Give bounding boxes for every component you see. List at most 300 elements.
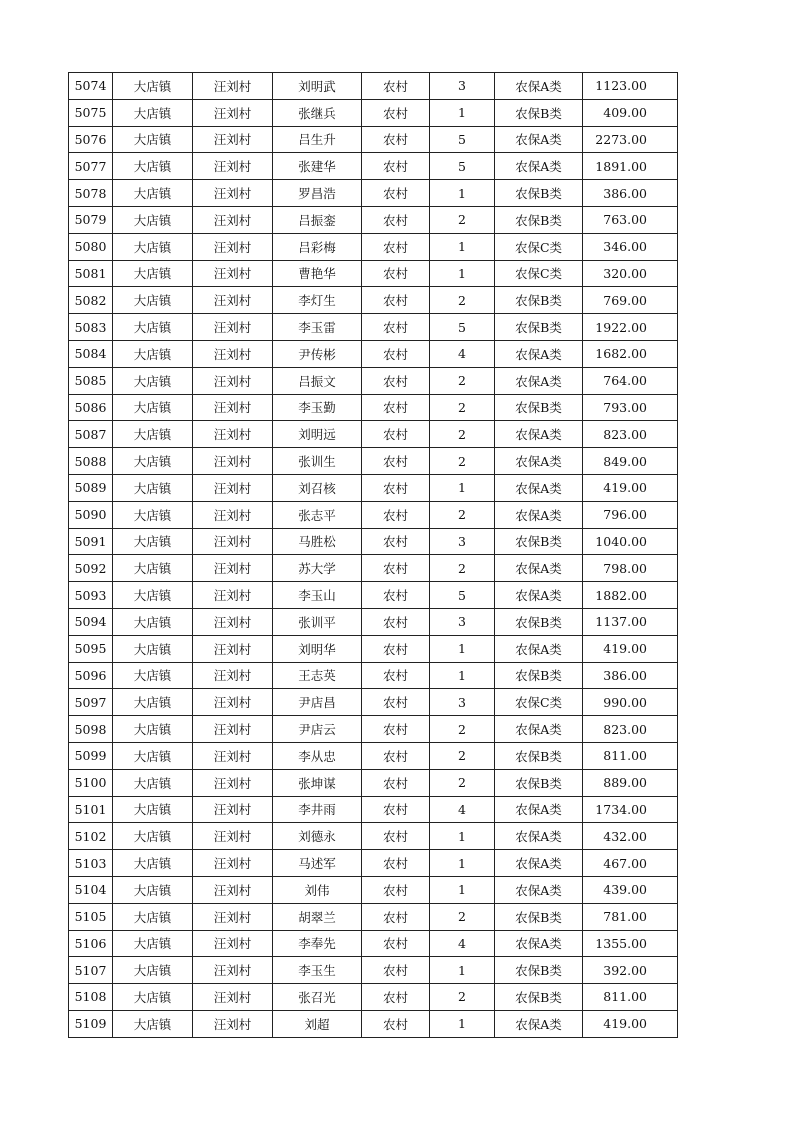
household-size-cell: 5 — [430, 314, 495, 341]
town-cell: 大店镇 — [113, 582, 193, 609]
name-cell: 苏大学 — [273, 555, 362, 582]
category-cell: 农保A类 — [495, 635, 583, 662]
household-size-cell: 2 — [430, 903, 495, 930]
area-type-cell: 农村 — [362, 903, 430, 930]
area-type-cell: 农村 — [362, 233, 430, 260]
table-row — [69, 957, 678, 984]
village-cell: 汪刘村 — [193, 796, 273, 823]
amount-cell: 419.00 — [583, 1010, 678, 1037]
village-cell: 汪刘村 — [193, 73, 273, 100]
category-cell: 农保B类 — [495, 99, 583, 126]
row-id-cell: 5094 — [69, 608, 113, 635]
category-cell: 农保B类 — [495, 608, 583, 635]
household-size-cell: 1 — [430, 850, 495, 877]
row-id-cell: 5084 — [69, 340, 113, 367]
village-cell: 汪刘村 — [193, 769, 273, 796]
town-cell: 大店镇 — [113, 99, 193, 126]
town-cell: 大店镇 — [113, 314, 193, 341]
household-size-cell: 2 — [430, 984, 495, 1011]
row-id-cell: 5090 — [69, 501, 113, 528]
village-cell: 汪刘村 — [193, 742, 273, 769]
amount-cell: 1922.00 — [583, 314, 678, 341]
amount-cell: 798.00 — [583, 555, 678, 582]
area-type-cell: 农村 — [362, 206, 430, 233]
table-body — [69, 73, 678, 1038]
row-id-cell: 5097 — [69, 689, 113, 716]
row-id-cell: 5086 — [69, 394, 113, 421]
household-size-cell: 2 — [430, 742, 495, 769]
area-type-cell: 农村 — [362, 287, 430, 314]
amount-cell: 1891.00 — [583, 153, 678, 180]
row-id-cell: 5093 — [69, 582, 113, 609]
table-row — [69, 126, 678, 153]
area-type-cell: 农村 — [362, 876, 430, 903]
household-size-cell: 3 — [430, 73, 495, 100]
category-cell: 农保B类 — [495, 769, 583, 796]
amount-cell: 849.00 — [583, 448, 678, 475]
amount-cell: 781.00 — [583, 903, 678, 930]
village-cell: 汪刘村 — [193, 850, 273, 877]
town-cell: 大店镇 — [113, 474, 193, 501]
row-id-cell: 5098 — [69, 716, 113, 743]
category-cell: 农保C类 — [495, 233, 583, 260]
category-cell: 农保A类 — [495, 421, 583, 448]
area-type-cell: 农村 — [362, 367, 430, 394]
household-size-cell: 2 — [430, 501, 495, 528]
row-id-cell: 5085 — [69, 367, 113, 394]
area-type-cell: 农村 — [362, 608, 430, 635]
town-cell: 大店镇 — [113, 206, 193, 233]
category-cell: 农保A类 — [495, 823, 583, 850]
amount-cell: 320.00 — [583, 260, 678, 287]
amount-cell: 439.00 — [583, 876, 678, 903]
row-id-cell: 5095 — [69, 635, 113, 662]
household-size-cell: 5 — [430, 582, 495, 609]
town-cell: 大店镇 — [113, 850, 193, 877]
town-cell: 大店镇 — [113, 930, 193, 957]
data-sheet — [68, 72, 678, 1038]
town-cell: 大店镇 — [113, 742, 193, 769]
name-cell: 李灯生 — [273, 287, 362, 314]
name-cell: 张建华 — [273, 153, 362, 180]
category-cell: 农保B类 — [495, 742, 583, 769]
amount-cell: 823.00 — [583, 716, 678, 743]
table-row — [69, 823, 678, 850]
household-size-cell: 1 — [430, 635, 495, 662]
area-type-cell: 农村 — [362, 823, 430, 850]
amount-cell: 811.00 — [583, 742, 678, 769]
area-type-cell: 农村 — [362, 421, 430, 448]
amount-cell: 386.00 — [583, 662, 678, 689]
amount-cell: 1882.00 — [583, 582, 678, 609]
amount-cell: 769.00 — [583, 287, 678, 314]
amount-cell: 1040.00 — [583, 528, 678, 555]
household-size-cell: 4 — [430, 796, 495, 823]
household-size-cell: 1 — [430, 823, 495, 850]
household-size-cell: 1 — [430, 957, 495, 984]
amount-cell: 1137.00 — [583, 608, 678, 635]
name-cell: 张志平 — [273, 501, 362, 528]
amount-cell: 1355.00 — [583, 930, 678, 957]
name-cell: 李玉雷 — [273, 314, 362, 341]
village-cell: 汪刘村 — [193, 233, 273, 260]
area-type-cell: 农村 — [362, 394, 430, 421]
table-row — [69, 903, 678, 930]
amount-cell: 811.00 — [583, 984, 678, 1011]
village-cell: 汪刘村 — [193, 394, 273, 421]
village-cell: 汪刘村 — [193, 662, 273, 689]
table-row — [69, 850, 678, 877]
table-row — [69, 984, 678, 1011]
area-type-cell: 农村 — [362, 555, 430, 582]
village-cell: 汪刘村 — [193, 689, 273, 716]
name-cell: 刘超 — [273, 1010, 362, 1037]
name-cell: 马胜松 — [273, 528, 362, 555]
category-cell: 农保B类 — [495, 662, 583, 689]
area-type-cell: 农村 — [362, 984, 430, 1011]
village-cell: 汪刘村 — [193, 528, 273, 555]
category-cell: 农保A类 — [495, 930, 583, 957]
category-cell: 农保B类 — [495, 287, 583, 314]
amount-cell: 823.00 — [583, 421, 678, 448]
name-cell: 吕振銮 — [273, 206, 362, 233]
row-id-cell: 5107 — [69, 957, 113, 984]
row-id-cell: 5102 — [69, 823, 113, 850]
name-cell: 刘明远 — [273, 421, 362, 448]
amount-cell: 409.00 — [583, 99, 678, 126]
household-size-cell: 5 — [430, 153, 495, 180]
area-type-cell: 农村 — [362, 689, 430, 716]
category-cell: 农保A类 — [495, 716, 583, 743]
row-id-cell: 5078 — [69, 180, 113, 207]
village-cell: 汪刘村 — [193, 635, 273, 662]
town-cell: 大店镇 — [113, 340, 193, 367]
amount-cell: 2273.00 — [583, 126, 678, 153]
category-cell: 农保A类 — [495, 876, 583, 903]
row-id-cell: 5091 — [69, 528, 113, 555]
row-id-cell: 5082 — [69, 287, 113, 314]
name-cell: 张坤谋 — [273, 769, 362, 796]
area-type-cell: 农村 — [362, 180, 430, 207]
category-cell: 农保B类 — [495, 903, 583, 930]
category-cell: 农保B类 — [495, 528, 583, 555]
amount-cell: 467.00 — [583, 850, 678, 877]
row-id-cell: 5076 — [69, 126, 113, 153]
household-size-cell: 3 — [430, 689, 495, 716]
category-cell: 农保A类 — [495, 796, 583, 823]
name-cell: 尹店云 — [273, 716, 362, 743]
category-cell: 农保B类 — [495, 984, 583, 1011]
town-cell: 大店镇 — [113, 153, 193, 180]
village-cell: 汪刘村 — [193, 260, 273, 287]
row-id-cell: 5106 — [69, 930, 113, 957]
amount-cell: 1734.00 — [583, 796, 678, 823]
amount-cell: 889.00 — [583, 769, 678, 796]
village-cell: 汪刘村 — [193, 340, 273, 367]
area-type-cell: 农村 — [362, 314, 430, 341]
area-type-cell: 农村 — [362, 501, 430, 528]
village-cell: 汪刘村 — [193, 474, 273, 501]
name-cell: 吕振文 — [273, 367, 362, 394]
row-id-cell: 5101 — [69, 796, 113, 823]
table-row — [69, 421, 678, 448]
town-cell: 大店镇 — [113, 689, 193, 716]
category-cell: 农保A类 — [495, 850, 583, 877]
row-id-cell: 5079 — [69, 206, 113, 233]
village-cell: 汪刘村 — [193, 716, 273, 743]
row-id-cell: 5088 — [69, 448, 113, 475]
village-cell: 汪刘村 — [193, 421, 273, 448]
table-row — [69, 716, 678, 743]
town-cell: 大店镇 — [113, 73, 193, 100]
town-cell: 大店镇 — [113, 769, 193, 796]
town-cell: 大店镇 — [113, 260, 193, 287]
name-cell: 刘明华 — [273, 635, 362, 662]
row-id-cell: 5104 — [69, 876, 113, 903]
town-cell: 大店镇 — [113, 984, 193, 1011]
amount-cell: 392.00 — [583, 957, 678, 984]
village-cell: 汪刘村 — [193, 287, 273, 314]
category-cell: 农保A类 — [495, 1010, 583, 1037]
town-cell: 大店镇 — [113, 555, 193, 582]
table-row — [69, 99, 678, 126]
category-cell: 农保A类 — [495, 582, 583, 609]
household-size-cell: 1 — [430, 662, 495, 689]
area-type-cell: 农村 — [362, 99, 430, 126]
category-cell: 农保B类 — [495, 206, 583, 233]
name-cell: 胡翠兰 — [273, 903, 362, 930]
household-size-cell: 4 — [430, 930, 495, 957]
area-type-cell: 农村 — [362, 662, 430, 689]
amount-cell: 764.00 — [583, 367, 678, 394]
household-size-cell: 3 — [430, 528, 495, 555]
category-cell: 农保C类 — [495, 260, 583, 287]
village-cell: 汪刘村 — [193, 1010, 273, 1037]
amount-cell: 419.00 — [583, 474, 678, 501]
household-size-cell: 1 — [430, 99, 495, 126]
name-cell: 李玉生 — [273, 957, 362, 984]
table-row — [69, 340, 678, 367]
table-row — [69, 1010, 678, 1037]
amount-cell: 419.00 — [583, 635, 678, 662]
area-type-cell: 农村 — [362, 153, 430, 180]
category-cell: 农保C类 — [495, 689, 583, 716]
village-cell: 汪刘村 — [193, 582, 273, 609]
village-cell: 汪刘村 — [193, 608, 273, 635]
household-size-cell: 1 — [430, 876, 495, 903]
area-type-cell: 农村 — [362, 957, 430, 984]
village-cell: 汪刘村 — [193, 501, 273, 528]
row-id-cell: 5080 — [69, 233, 113, 260]
name-cell: 刘伟 — [273, 876, 362, 903]
town-cell: 大店镇 — [113, 608, 193, 635]
town-cell: 大店镇 — [113, 367, 193, 394]
amount-cell: 793.00 — [583, 394, 678, 421]
area-type-cell: 农村 — [362, 448, 430, 475]
category-cell: 农保A类 — [495, 555, 583, 582]
name-cell: 王志英 — [273, 662, 362, 689]
amount-cell: 990.00 — [583, 689, 678, 716]
town-cell: 大店镇 — [113, 448, 193, 475]
category-cell: 农保B类 — [495, 957, 583, 984]
village-cell: 汪刘村 — [193, 555, 273, 582]
village-cell: 汪刘村 — [193, 126, 273, 153]
town-cell: 大店镇 — [113, 903, 193, 930]
table-row — [69, 233, 678, 260]
area-type-cell: 农村 — [362, 340, 430, 367]
area-type-cell: 农村 — [362, 474, 430, 501]
area-type-cell: 农村 — [362, 742, 430, 769]
category-cell: 农保A类 — [495, 367, 583, 394]
row-id-cell: 5108 — [69, 984, 113, 1011]
row-id-cell: 5099 — [69, 742, 113, 769]
table-row — [69, 796, 678, 823]
household-size-cell: 2 — [430, 769, 495, 796]
village-cell: 汪刘村 — [193, 314, 273, 341]
amount-cell: 763.00 — [583, 206, 678, 233]
table-row — [69, 742, 678, 769]
category-cell: 农保A类 — [495, 126, 583, 153]
row-id-cell: 5083 — [69, 314, 113, 341]
town-cell: 大店镇 — [113, 180, 193, 207]
village-cell: 汪刘村 — [193, 984, 273, 1011]
town-cell: 大店镇 — [113, 823, 193, 850]
household-size-cell: 2 — [430, 394, 495, 421]
row-id-cell: 5087 — [69, 421, 113, 448]
table-row — [69, 582, 678, 609]
category-cell: 农保A类 — [495, 474, 583, 501]
name-cell: 尹传彬 — [273, 340, 362, 367]
table-row — [69, 689, 678, 716]
town-cell: 大店镇 — [113, 1010, 193, 1037]
row-id-cell: 5096 — [69, 662, 113, 689]
village-cell: 汪刘村 — [193, 448, 273, 475]
town-cell: 大店镇 — [113, 635, 193, 662]
amount-cell: 386.00 — [583, 180, 678, 207]
table-row — [69, 528, 678, 555]
town-cell: 大店镇 — [113, 957, 193, 984]
name-cell: 尹店昌 — [273, 689, 362, 716]
name-cell: 张召光 — [273, 984, 362, 1011]
household-size-cell: 2 — [430, 287, 495, 314]
table-row — [69, 635, 678, 662]
amount-cell: 346.00 — [583, 233, 678, 260]
table-row — [69, 876, 678, 903]
household-size-cell: 1 — [430, 1010, 495, 1037]
amount-cell: 796.00 — [583, 501, 678, 528]
table-row — [69, 260, 678, 287]
table-row — [69, 287, 678, 314]
household-size-cell: 2 — [430, 206, 495, 233]
amount-cell: 432.00 — [583, 823, 678, 850]
row-id-cell: 5075 — [69, 99, 113, 126]
amount-cell: 1123.00 — [583, 73, 678, 100]
household-size-cell: 1 — [430, 474, 495, 501]
name-cell: 马述军 — [273, 850, 362, 877]
table-row — [69, 367, 678, 394]
area-type-cell: 农村 — [362, 528, 430, 555]
category-cell: 农保B类 — [495, 180, 583, 207]
village-cell: 汪刘村 — [193, 367, 273, 394]
name-cell: 曹艳华 — [273, 260, 362, 287]
name-cell: 刘德永 — [273, 823, 362, 850]
records-table — [68, 72, 678, 1038]
town-cell: 大店镇 — [113, 233, 193, 260]
town-cell: 大店镇 — [113, 796, 193, 823]
table-row — [69, 448, 678, 475]
row-id-cell: 5103 — [69, 850, 113, 877]
town-cell: 大店镇 — [113, 662, 193, 689]
household-size-cell: 2 — [430, 367, 495, 394]
table-row — [69, 555, 678, 582]
village-cell: 汪刘村 — [193, 206, 273, 233]
household-size-cell: 2 — [430, 555, 495, 582]
name-cell: 李奉先 — [273, 930, 362, 957]
table-row — [69, 206, 678, 233]
category-cell: 农保A类 — [495, 73, 583, 100]
area-type-cell: 农村 — [362, 73, 430, 100]
table-row — [69, 474, 678, 501]
amount-cell: 1682.00 — [583, 340, 678, 367]
category-cell: 农保A类 — [495, 340, 583, 367]
household-size-cell: 1 — [430, 180, 495, 207]
table-row — [69, 314, 678, 341]
household-size-cell: 2 — [430, 716, 495, 743]
table-row — [69, 153, 678, 180]
name-cell: 李玉山 — [273, 582, 362, 609]
village-cell: 汪刘村 — [193, 153, 273, 180]
row-id-cell: 5092 — [69, 555, 113, 582]
row-id-cell: 5089 — [69, 474, 113, 501]
table-row — [69, 180, 678, 207]
area-type-cell: 农村 — [362, 796, 430, 823]
table-row — [69, 769, 678, 796]
village-cell: 汪刘村 — [193, 180, 273, 207]
name-cell: 李井雨 — [273, 796, 362, 823]
area-type-cell: 农村 — [362, 769, 430, 796]
name-cell: 刘召核 — [273, 474, 362, 501]
name-cell: 吕生升 — [273, 126, 362, 153]
row-id-cell: 5077 — [69, 153, 113, 180]
name-cell: 李玉勤 — [273, 394, 362, 421]
row-id-cell: 5100 — [69, 769, 113, 796]
area-type-cell: 农村 — [362, 930, 430, 957]
town-cell: 大店镇 — [113, 876, 193, 903]
table-row — [69, 73, 678, 100]
household-size-cell: 1 — [430, 260, 495, 287]
category-cell: 农保A类 — [495, 153, 583, 180]
town-cell: 大店镇 — [113, 716, 193, 743]
category-cell: 农保A类 — [495, 501, 583, 528]
name-cell: 李从忠 — [273, 742, 362, 769]
area-type-cell: 农村 — [362, 635, 430, 662]
category-cell: 农保B类 — [495, 394, 583, 421]
row-id-cell: 5105 — [69, 903, 113, 930]
table-row — [69, 394, 678, 421]
household-size-cell: 2 — [430, 421, 495, 448]
area-type-cell: 农村 — [362, 582, 430, 609]
category-cell: 农保B类 — [495, 314, 583, 341]
village-cell: 汪刘村 — [193, 930, 273, 957]
table-row — [69, 662, 678, 689]
household-size-cell: 5 — [430, 126, 495, 153]
village-cell: 汪刘村 — [193, 903, 273, 930]
name-cell: 张继兵 — [273, 99, 362, 126]
town-cell: 大店镇 — [113, 287, 193, 314]
household-size-cell: 4 — [430, 340, 495, 367]
name-cell: 罗昌浩 — [273, 180, 362, 207]
area-type-cell: 农村 — [362, 716, 430, 743]
